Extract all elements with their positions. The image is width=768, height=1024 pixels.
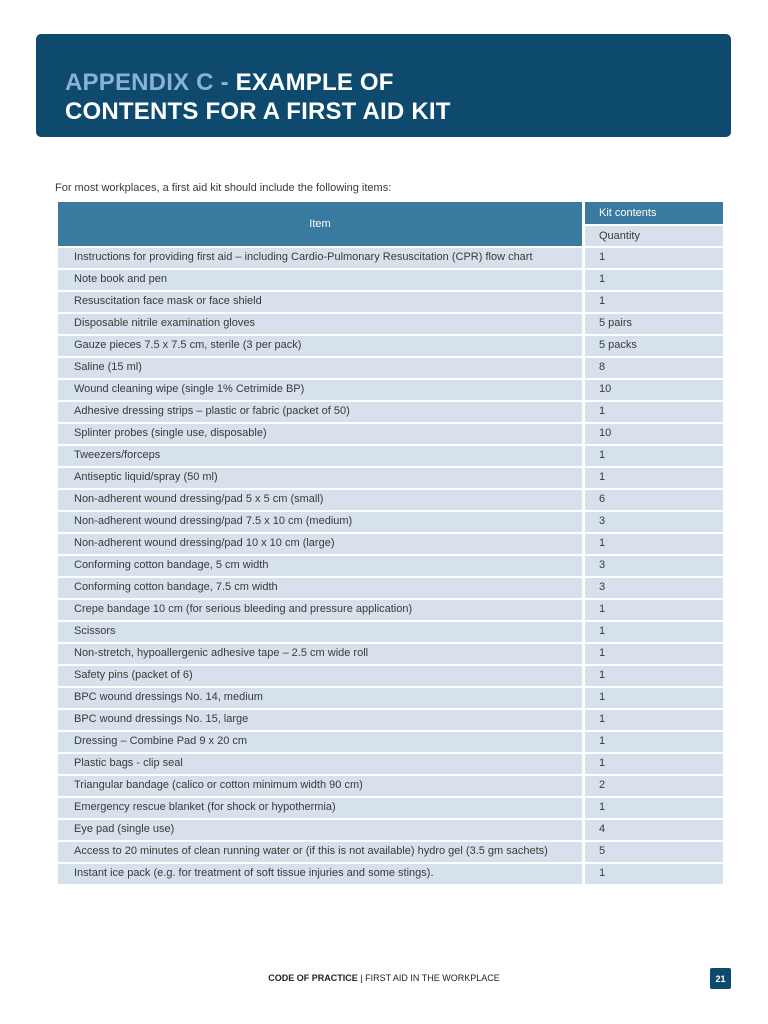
quantity-cell: 3	[585, 556, 723, 576]
item-cell: Plastic bags - clip seal	[58, 754, 582, 774]
column-header-item: Item	[58, 202, 582, 246]
quantity-cell: 5 pairs	[585, 314, 723, 334]
quantity-cell: 1	[585, 798, 723, 818]
table-row	[58, 490, 723, 510]
item-cell: Antiseptic liquid/spray (50 ml)	[58, 468, 582, 488]
quantity-cell: 1	[585, 292, 723, 312]
quantity-cell: 1	[585, 644, 723, 664]
footer-doc-name: CODE OF PRACTICE	[268, 973, 358, 983]
item-cell: Non-stretch, hypoallergenic adhesive tape – 2.5 cm wide roll	[58, 644, 582, 664]
quantity-cell: 1	[585, 468, 723, 488]
table-row	[58, 336, 723, 356]
table-row	[58, 732, 723, 752]
item-cell: Non-adherent wound dressing/pad 5 x 5 cm (small)	[58, 490, 582, 510]
table-row	[58, 842, 723, 862]
quantity-cell: 5	[585, 842, 723, 862]
item-cell: Triangular bandage (calico or cotton minimum width 90 cm)	[58, 776, 582, 796]
table-row	[58, 710, 723, 730]
item-cell: Splinter probes (single use, disposable)	[58, 424, 582, 444]
table-row	[58, 754, 723, 774]
title-appendix-label: APPENDIX C -	[65, 69, 236, 96]
item-cell: Saline (15 ml)	[58, 358, 582, 378]
item-cell: Adhesive dressing strips – plastic or fabric (packet of 50)	[58, 402, 582, 422]
item-cell: Conforming cotton bandage, 5 cm width	[58, 556, 582, 576]
item-cell: Tweezers/forceps	[58, 446, 582, 466]
item-cell: Crepe bandage 10 cm (for serious bleeding and pressure application)	[58, 600, 582, 620]
page-title	[65, 68, 731, 126]
table-row	[58, 446, 723, 466]
quantity-cell: 1	[585, 402, 723, 422]
table-body	[58, 248, 723, 884]
item-cell: Emergency rescue blanket (for shock or hypothermia)	[58, 798, 582, 818]
quantity-cell: 1	[585, 754, 723, 774]
quantity-cell: 8	[585, 358, 723, 378]
table-row	[58, 292, 723, 312]
item-cell: Gauze pieces 7.5 x 7.5 cm, sterile (3 per pack)	[58, 336, 582, 356]
intro-text: For most workplaces, a first aid kit should include the following items:	[55, 182, 392, 194]
item-cell: Conforming cotton bandage, 7.5 cm width	[58, 578, 582, 598]
quantity-cell: 6	[585, 490, 723, 510]
quantity-cell: 1	[585, 732, 723, 752]
item-cell: BPC wound dressings No. 15, large	[58, 710, 582, 730]
quantity-cell: 1	[585, 270, 723, 290]
table-row	[58, 534, 723, 554]
table-row	[58, 468, 723, 488]
quantity-cell: 4	[585, 820, 723, 840]
table-row	[58, 402, 723, 422]
item-cell: Resuscitation face mask or face shield	[58, 292, 582, 312]
quantity-cell: 10	[585, 380, 723, 400]
quantity-cell: 1	[585, 600, 723, 620]
first-aid-kit-table	[58, 200, 723, 886]
quantity-cell: 1	[585, 688, 723, 708]
item-cell: Eye pad (single use)	[58, 820, 582, 840]
table-row	[58, 820, 723, 840]
item-cell: Disposable nitrile examination gloves	[58, 314, 582, 334]
item-cell: BPC wound dressings No. 14, medium	[58, 688, 582, 708]
quantity-cell: 1	[585, 864, 723, 884]
page-footer	[0, 973, 768, 983]
table-row	[58, 512, 723, 532]
item-cell: Scissors	[58, 622, 582, 642]
quantity-cell: 10	[585, 424, 723, 444]
table-row	[58, 644, 723, 664]
item-cell: Access to 20 minutes of clean running water or (if this is not available) hydro gel (3.5 gm sachets)	[58, 842, 582, 862]
page-number: 21	[710, 968, 731, 989]
table-row	[58, 358, 723, 378]
item-cell: Non-adherent wound dressing/pad 7.5 x 10 cm (medium)	[58, 512, 582, 532]
title-line2: CONTENTS FOR A FIRST AID KIT	[65, 98, 451, 125]
quantity-cell: 1	[585, 534, 723, 554]
item-cell: Instructions for providing first aid – including Cardio-Pulmonary Resuscitation (CPR) flow chart	[58, 248, 582, 268]
table-row	[58, 270, 723, 290]
quantity-cell: 2	[585, 776, 723, 796]
quantity-cell: 1	[585, 248, 723, 268]
quantity-cell: 1	[585, 622, 723, 642]
table-row	[58, 600, 723, 620]
table-row	[58, 666, 723, 686]
item-cell: Note book and pen	[58, 270, 582, 290]
table-row	[58, 622, 723, 642]
quantity-cell: 1	[585, 666, 723, 686]
table-row	[58, 776, 723, 796]
quantity-cell: 1	[585, 710, 723, 730]
table-row	[58, 314, 723, 334]
table-row	[58, 424, 723, 444]
table-row	[58, 688, 723, 708]
item-cell: Instant ice pack (e.g. for treatment of soft tissue injuries and some stings).	[58, 864, 582, 884]
title-line1: EXAMPLE OF	[235, 69, 394, 96]
table-row	[58, 380, 723, 400]
table-row	[58, 798, 723, 818]
table-row	[58, 248, 723, 268]
quantity-cell: 3	[585, 512, 723, 532]
table-row	[58, 556, 723, 576]
quantity-cell: 3	[585, 578, 723, 598]
item-cell: Dressing – Combine Pad 9 x 20 cm	[58, 732, 582, 752]
item-cell: Safety pins (packet of 6)	[58, 666, 582, 686]
quantity-cell: 5 packs	[585, 336, 723, 356]
item-cell: Wound cleaning wipe (single 1% Cetrimide BP)	[58, 380, 582, 400]
item-cell: Non-adherent wound dressing/pad 10 x 10 cm (large)	[58, 534, 582, 554]
column-header-kit-contents: Kit contents	[585, 202, 723, 224]
footer-section: FIRST AID IN THE WORKPLACE	[365, 973, 500, 983]
table-row	[58, 864, 723, 884]
quantity-cell: 1	[585, 446, 723, 466]
column-header-quantity: Quantity	[585, 226, 723, 246]
footer-separator: |	[360, 973, 363, 983]
table-row	[58, 578, 723, 598]
title-banner	[36, 34, 731, 137]
